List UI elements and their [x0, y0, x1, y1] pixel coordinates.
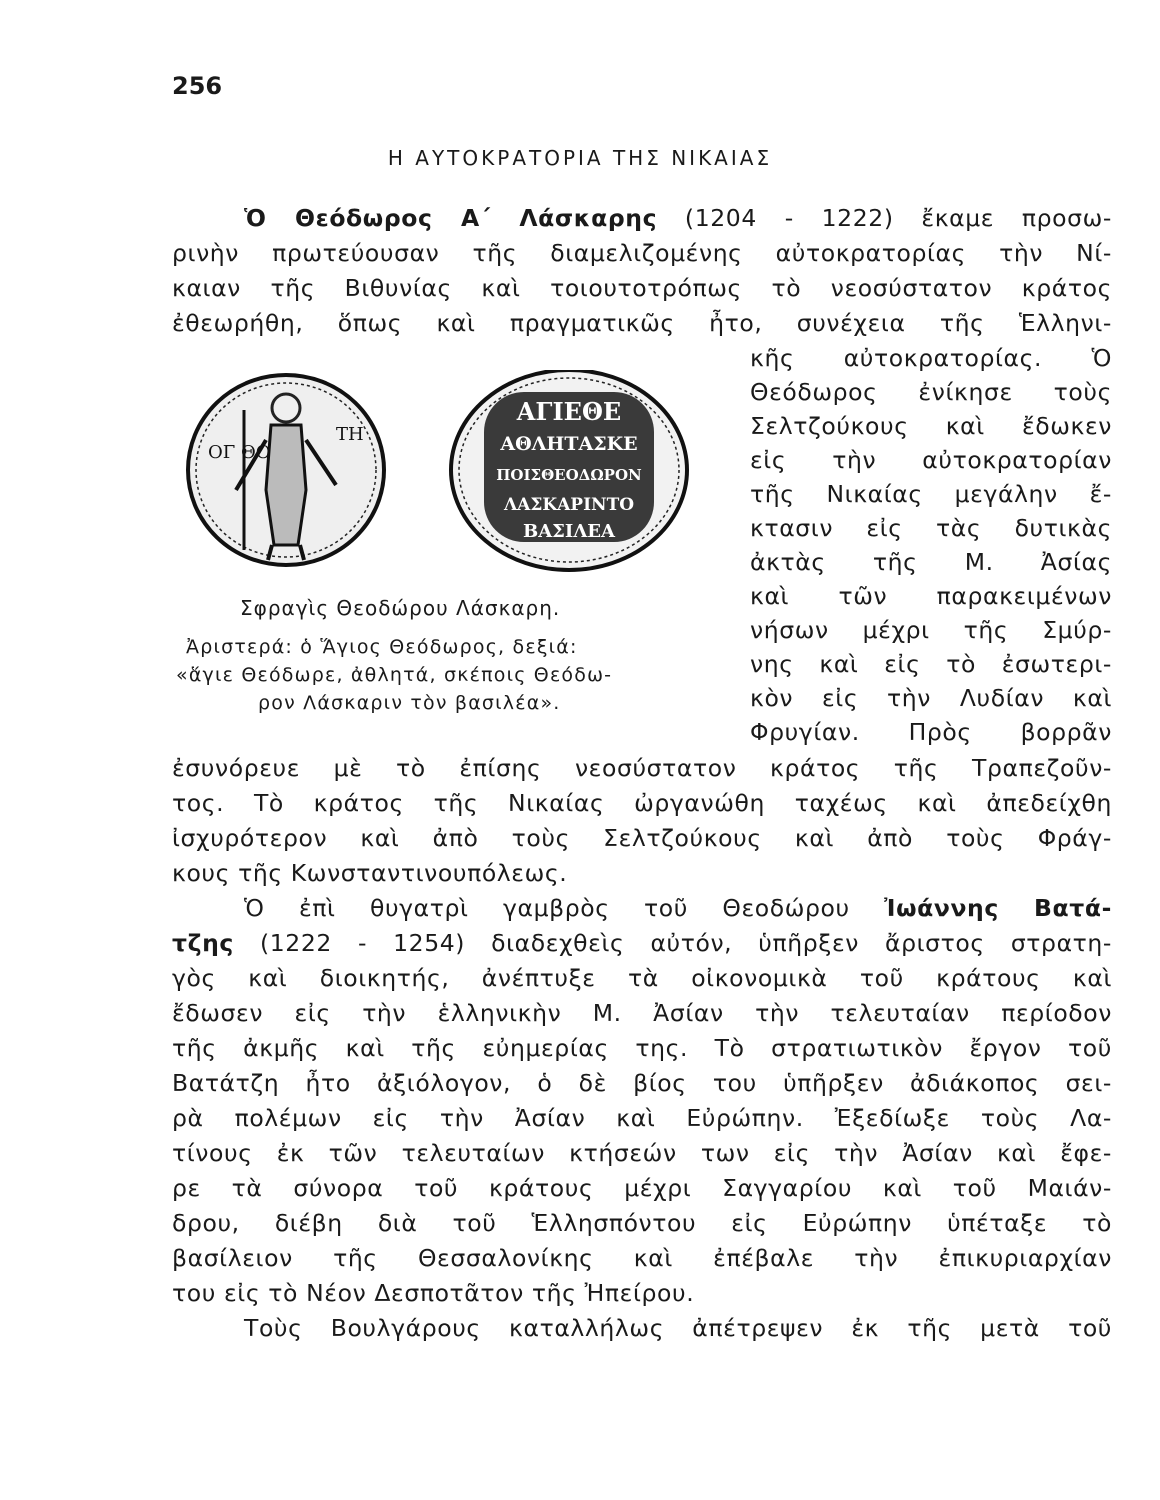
figure-caption: «ἅγιε Θεόδωρε, ἀθλητά, σκέποις Θεόδω-	[176, 664, 613, 686]
seal-inscription: ΑΓΙΕΘΕ	[516, 397, 622, 426]
left-seal	[188, 375, 384, 565]
text-line: Θεόδωρος ἐνίκησε τοὺς	[750, 378, 1112, 406]
seal-inscription: ΒΑΣΙΛΕΑ	[523, 521, 615, 542]
text-line: τῆς ἀκμῆς καὶ τῆς εὐημερίας της. Τὸ στρατιωτικὸν ἔργον τοῦ	[172, 1034, 1112, 1062]
text-line: κους τῆς Κωνσταντινουπόλεως.	[172, 859, 568, 887]
figure-caption: Ἀριστερά: ὁ Ἅγιος Θεόδωρος, δεξιά:	[186, 636, 578, 658]
page-number: 256	[172, 72, 223, 100]
text-line: του εἰς τὸ Νέον Δεσποτᾶτον τῆς Ἠπείρου.	[172, 1279, 695, 1307]
text-line: Φρυγίαν. Πρὸς βορρᾶν	[750, 718, 1112, 746]
text-line: νης καὶ εἰς τὸ ἐσωτερι-	[750, 650, 1112, 678]
text-line: νήσων μέχρι τῆς Σμύρ-	[750, 616, 1112, 644]
text-line: ἰσχυρότερον καὶ ἀπὸ τοὺς Σελτζούκους καὶ ἀπὸ τοὺς Φράγ-	[172, 824, 1112, 852]
text-line: Ὁ Θεόδωρος Α΄ Λάσκαρης (1204 - 1222) ἔκαμε προσω-	[244, 204, 1113, 232]
seal-inscription: ΑΘΛΗΤΑΣΚΕ	[500, 433, 638, 455]
text-line: ἔδωσεν εἰς τὴν ἑλληνικὴν Μ. Ἀσίαν τὴν τελευταίαν περίοδον	[172, 999, 1112, 1027]
text-line: τζης (1222 - 1254) διαδεχθεὶς αὐτόν, ὑπῆρξεν ἄριστος στρατη-	[172, 929, 1112, 957]
text-line: Βατάτζη ἦτο ἀξιόλογον, ὁ δὲ βίος του ὑπῆρξεν ἀδιάκοπος σει-	[172, 1069, 1112, 1097]
text-line: Σελτζούκους καὶ ἔδωκεν	[750, 412, 1112, 440]
text-line: κῆς αὐτοκρατορίας. Ὁ	[750, 344, 1112, 372]
seal-inscription: ΛΑΣΚΑΡΙΝΤΟ	[503, 495, 635, 515]
text-line: ἀκτὰς τῆς Μ. Ἀσίας	[750, 548, 1112, 576]
seal-inscription: ΤΗ	[336, 424, 364, 445]
text-line: ρὰ πολέμων εἰς τὴν Ἀσίαν καὶ Εὐρώπην. Ἐξεδίωξε τοὺς Λα-	[172, 1104, 1112, 1132]
text-line: κὸν εἰς τὴν Λυδίαν καὶ	[750, 684, 1112, 712]
running-header: Η ΑΥΤΟΚΡΑΤΟΡΙΑ ΤΗΣ ΝΙΚΑΙΑΣ	[387, 146, 773, 170]
text-line: εἰς τὴν αὐτοκρατορίαν	[750, 446, 1112, 474]
text-line: ρινὴν πρωτεύουσαν τῆς διαμελιζομένης αὐτοκρατορίας τὴν Νί-	[172, 239, 1112, 267]
seal-figure	[186, 370, 706, 580]
text-line: τος. Τὸ κράτος τῆς Νικαίας ὠργανώθη ταχέως καὶ ἀπεδείχθη	[172, 789, 1112, 817]
text-line: δρου, διέβη διὰ τοῦ Ἑλλησπόντου εἰς Εὐρώπην ὑπέταξε τὸ	[172, 1209, 1112, 1237]
text-line: Τοὺς Βουλγάρους καταλλήλως ἀπέτρεψεν ἐκ τῆς μετὰ τοῦ	[244, 1314, 1112, 1342]
text-line: ἐσυνόρευε μὲ τὸ ἐπίσης νεοσύστατον κράτος τῆς Τραπεζοῦν-	[172, 754, 1112, 782]
text-line: ἐθεωρήθη, ὅπως καὶ πραγματικῶς ἦτο, συνέχεια τῆς Ἑλληνι-	[172, 309, 1112, 337]
text-line: καὶ τῶν παρακειμένων	[750, 582, 1112, 610]
figure-caption-title: Σφραγὶς Θεοδώρου Λάσκαρη.	[240, 596, 561, 620]
text-line: γὸς καὶ διοικητής, ἀνέπτυξε τὰ οἰκονομικὰ τοῦ κράτους καὶ	[172, 964, 1112, 992]
text-line: καιαν τῆς Βιθυνίας καὶ τοιουτοτρόπως τὸ νεοσύστατον κράτος	[172, 274, 1112, 302]
text-line: τῆς Νικαίας μεγάλην ἔ-	[750, 480, 1112, 508]
text-line: κτασιν εἰς τὰς δυτικὰς	[750, 514, 1112, 542]
text-line: βασίλειον τῆς Θεσσαλονίκης καὶ ἐπέβαλε τὴν ἐπικυριαρχίαν	[172, 1244, 1112, 1272]
text-line: ρε τὰ σύνορα τοῦ κράτους μέχρι Σαγγαρίου καὶ τοῦ Μαιάν-	[172, 1174, 1112, 1202]
right-seal	[451, 370, 687, 570]
text-line: τίνους ἐκ τῶν τελευταίων κτήσεών των εἰς τὴν Ἀσίαν καὶ ἔφε-	[172, 1139, 1112, 1167]
figure-caption: ρον Λάσκαριν τὸν βασιλέα».	[258, 692, 561, 714]
seal-inscription: ΠΟΙΣΘΕΟΔΩΡΟΝ	[496, 466, 642, 484]
seal-inscription: ΟΓ ΘΟ	[208, 442, 271, 463]
text-line: Ὁ ἐπὶ θυγατρὶ γαμβρὸς τοῦ Θεοδώρου Ἰωάννης Βατά-	[244, 894, 1112, 922]
